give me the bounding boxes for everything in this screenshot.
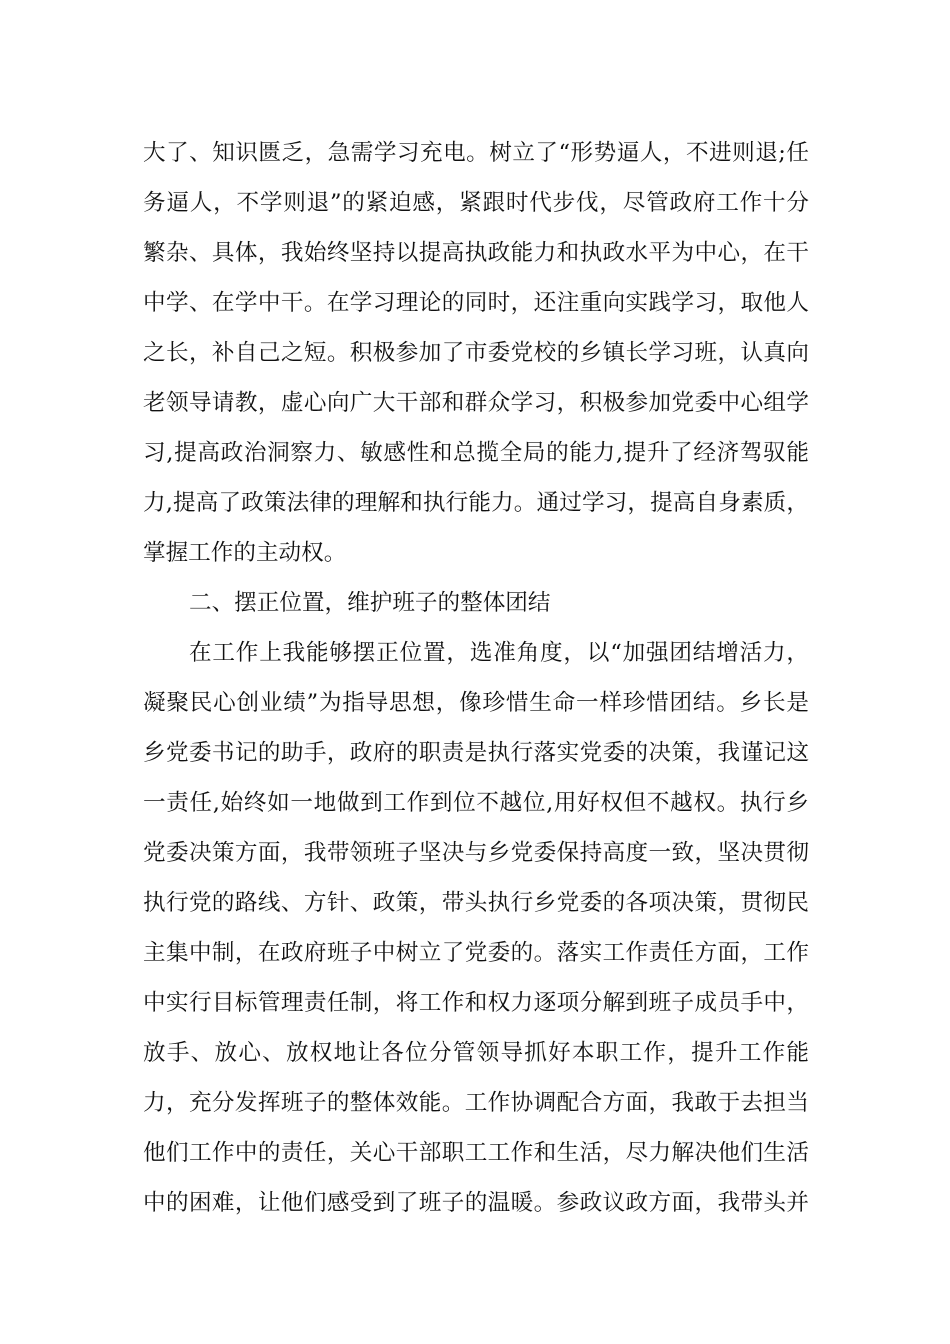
text-line: 一责任,始终如一地做到工作到位不越位,用好权但不越权。执行乡 [143, 790, 809, 816]
text-line: 中的困难，让他们感受到了班子的温暖。参政议政方面，我带头并 [143, 1190, 809, 1216]
text-line: 中实行目标管理责任制，将工作和权力逐项分解到班子成员手中， [143, 990, 809, 1016]
text-line: 在工作上我能够摆正位置，选准角度，以“加强团结增活力， [189, 640, 809, 666]
section-heading: 二、摆正位置，维护班子的整体团结 [189, 590, 551, 616]
text-line: 务逼人，不学则退”的紧迫感，紧跟时代步伐，尽管政府工作十分 [143, 190, 809, 216]
text-line: 中学、在学中干。在学习理论的同时，还注重向实践学习，取他人 [143, 290, 809, 316]
text-line: 党委决策方面，我带领班子坚决与乡党委保持高度一致，坚决贯彻 [143, 840, 809, 866]
document-body [143, 128, 809, 1228]
text-line: 执行党的路线、方针、政策，带头执行乡党委的各项决策，贯彻民 [143, 890, 809, 916]
paragraph-unity [143, 628, 809, 1228]
text-line: 主集中制，在政府班子中树立了党委的。落实工作责任方面，工作 [143, 940, 809, 966]
text-line: 繁杂、具体，我始终坚持以提高执政能力和执政水平为中心，在干 [143, 240, 809, 266]
text-line: 乡党委书记的助手，政府的职责是执行落实党委的决策，我谨记这 [143, 740, 809, 766]
text-line: 力,提高了政策法律的理解和执行能力。通过学习，提高自身素质， [143, 490, 809, 516]
text-line: 力，充分发挥班子的整体效能。工作协调配合方面，我敢于去担当 [143, 1090, 809, 1116]
text-line: 老领导请教，虚心向广大干部和群众学习，积极参加党委中心组学 [143, 390, 809, 416]
text-line: 放手、放心、放权地让各位分管领导抓好本职工作，提升工作能 [143, 1040, 809, 1066]
text-line: 他们工作中的责任，关心干部职工工作和生活，尽力解决他们生活 [143, 1140, 809, 1166]
text-line: 掌握工作的主动权。 [143, 540, 347, 566]
text-line: 凝聚民心创业绩”为指导思想，像珍惜生命一样珍惜团结。乡长是 [143, 690, 809, 716]
text-line: 之长，补自己之短。积极参加了市委党校的乡镇长学习班，认真向 [143, 340, 809, 366]
text-line: 习,提高政治洞察力、敏感性和总揽全局的能力,提升了经济驾驭能 [143, 440, 809, 466]
text-line: 大了、知识匮乏，急需学习充电。树立了“形势逼人，不进则退;任 [143, 140, 809, 166]
paragraph-study [143, 128, 809, 578]
